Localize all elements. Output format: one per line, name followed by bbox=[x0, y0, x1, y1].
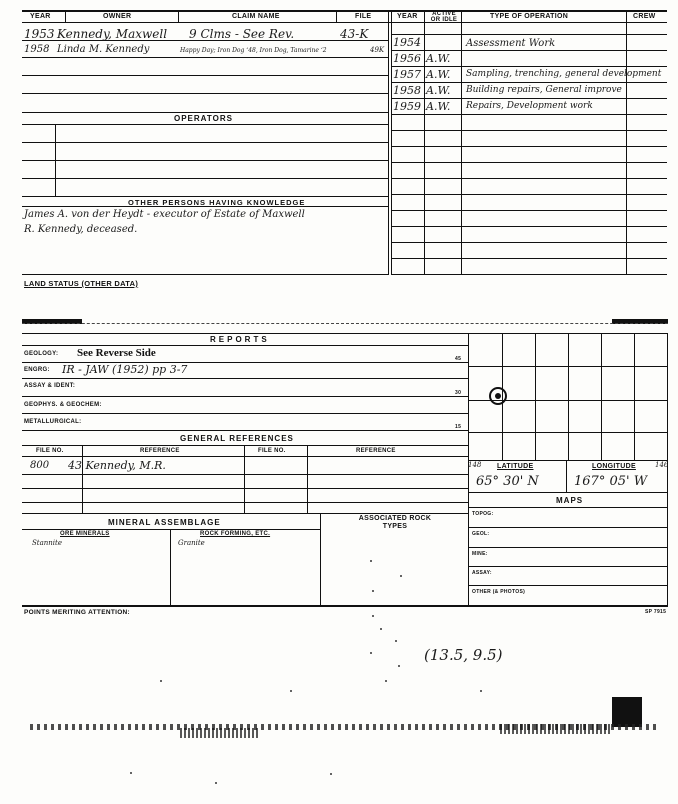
land-status-label: LAND STATUS (OTHER DATA) bbox=[24, 279, 139, 288]
owner-row-2-file: 49K bbox=[370, 46, 385, 54]
noise-dot bbox=[372, 590, 374, 592]
operators-label: OPERATORS bbox=[174, 114, 233, 123]
noise-dot bbox=[290, 690, 292, 692]
op-4-status: A.W. bbox=[426, 84, 451, 97]
header-year-2: YEAR bbox=[397, 13, 418, 20]
op-5-year: 1959 bbox=[393, 100, 421, 113]
owner-row-1-owner: Kennedy, Maxwell bbox=[57, 27, 168, 41]
noise-dot bbox=[372, 615, 374, 617]
noise-dot bbox=[370, 652, 372, 654]
points-meriting-attention-label: POINTS MERITING ATTENTION: bbox=[24, 609, 131, 616]
gr-row-1-ref: 43 Kennedy, M.R. bbox=[68, 459, 166, 472]
reports-label: REPORTS bbox=[210, 335, 270, 344]
gr-row-1-file: 800 bbox=[30, 460, 50, 471]
coordinates-note: (13.5, 9.5) bbox=[424, 646, 503, 664]
maps-mine: MINE: bbox=[472, 551, 488, 557]
noise-dot bbox=[130, 772, 132, 774]
header-claim-name: CLAIM NAME bbox=[232, 13, 280, 20]
maps-geol: GEOL: bbox=[472, 531, 490, 537]
ore-value: Stannite bbox=[32, 539, 62, 547]
scan-smudge-block bbox=[612, 697, 642, 727]
owner-row-1-claim: 9 Clms - See Rev. bbox=[189, 27, 295, 41]
op-5-type: Repairs, Development work bbox=[466, 101, 593, 111]
header-active-or-idle: ACTIVE OR IDLE bbox=[430, 11, 458, 23]
op-3-status: A.W. bbox=[426, 68, 451, 81]
owner-row-1-file: 43-K bbox=[340, 27, 369, 41]
engrg-value: IR - JAW (1952) pp 3-7 bbox=[62, 363, 188, 376]
op-3-type: Sampling, trenching, general development bbox=[466, 69, 662, 79]
noise-dot bbox=[400, 575, 402, 577]
form-number: SP 7915 bbox=[645, 609, 667, 615]
rock-forming-label: ROCK FORMING, ETC. bbox=[200, 531, 271, 537]
rock-value: Granite bbox=[178, 539, 205, 547]
owner-row-1-year: 1953 bbox=[24, 27, 55, 41]
op-1-type: Assessment Work bbox=[466, 38, 556, 49]
maps-topog: TOPOG: bbox=[472, 511, 494, 517]
latitude-value: 65° 30' N bbox=[476, 474, 539, 489]
engrg-label: ENGRG: bbox=[24, 367, 50, 373]
knowledge-label: OTHER PERSONS HAVING KNOWLEDGE bbox=[128, 198, 306, 207]
noise-dot bbox=[215, 782, 217, 784]
gr-header-file-no-2: FILE NO. bbox=[258, 448, 286, 454]
scan-noise-patch-2 bbox=[500, 724, 610, 734]
header-file: FILE bbox=[355, 13, 372, 20]
noise-dot bbox=[385, 680, 387, 682]
grid-number-45: 45 bbox=[455, 356, 462, 362]
op-2-status: A.W. bbox=[426, 52, 451, 65]
latitude-label: LATITUDE bbox=[497, 463, 534, 470]
noise-dot bbox=[480, 690, 482, 692]
op-5-status: A.W. bbox=[426, 100, 451, 113]
owner-row-2-claim: Happy Day; Iron Dog ‘48, Iron Dog, Tamarine ‘2 bbox=[180, 47, 327, 54]
op-1-year: 1954 bbox=[393, 36, 421, 49]
associated-rock-types-label: ASSOCIATED ROCK TYPES bbox=[358, 515, 432, 530]
op-4-year: 1958 bbox=[393, 84, 421, 97]
noise-dot bbox=[398, 665, 400, 667]
knowledge-line-2: R. Kennedy, deceased. bbox=[24, 224, 138, 235]
assay-label: ASSAY & IDENT: bbox=[24, 383, 76, 389]
longitude-value: 167° 05' W bbox=[574, 474, 648, 489]
owner-row-2-owner: Linda M. Kennedy bbox=[57, 44, 150, 55]
noise-dot bbox=[160, 680, 162, 682]
header-type-of-operation: TYPE OF OPERATION bbox=[490, 13, 569, 20]
longitude-label: LONGITUDE bbox=[592, 463, 636, 470]
gr-header-reference-2: REFERENCE bbox=[356, 448, 396, 454]
noise-dot bbox=[380, 628, 382, 630]
location-right-mark: 146 bbox=[655, 461, 669, 469]
op-3-year: 1957 bbox=[393, 68, 421, 81]
grid-number-15: 15 bbox=[455, 424, 462, 430]
location-marker-icon bbox=[489, 387, 507, 405]
location-left-mark: 148 bbox=[468, 461, 482, 469]
knowledge-line-1: James A. von der Heydt - executor of Estate of Maxwell bbox=[24, 209, 305, 220]
header-year: YEAR bbox=[30, 13, 51, 20]
noise-dot bbox=[370, 560, 372, 562]
maps-other: OTHER (& PHOTOS) bbox=[472, 589, 526, 595]
maps-label: MAPS bbox=[556, 496, 584, 505]
header-owner: OWNER bbox=[103, 13, 132, 20]
maps-assay: ASSAY: bbox=[472, 570, 492, 576]
header-crew: CREW bbox=[633, 13, 656, 20]
noise-dot bbox=[395, 640, 397, 642]
ore-minerals-label: ORE MINERALS bbox=[60, 531, 110, 537]
geology-label: GEOLOGY: bbox=[24, 351, 59, 357]
general-references-label: GENERAL REFERENCES bbox=[180, 434, 294, 443]
owner-row-2-year: 1958 bbox=[24, 44, 50, 55]
metallurgical-label: METALLURGICAL: bbox=[24, 419, 82, 425]
gr-header-reference-1: REFERENCE bbox=[140, 448, 180, 454]
scan-noise-patch-1 bbox=[180, 728, 260, 738]
geophys-label: GEOPHYS. & GEOCHEM: bbox=[24, 402, 102, 408]
op-2-year: 1956 bbox=[393, 52, 421, 65]
geology-value: See Reverse Side bbox=[77, 347, 156, 359]
gr-header-file-no-1: FILE NO. bbox=[36, 448, 64, 454]
op-4-type: Building repairs, General improve bbox=[466, 85, 622, 95]
mineral-assemblage-label: MINERAL ASSEMBLAGE bbox=[108, 518, 221, 527]
noise-dot bbox=[330, 773, 332, 775]
grid-number-30: 30 bbox=[455, 390, 462, 396]
